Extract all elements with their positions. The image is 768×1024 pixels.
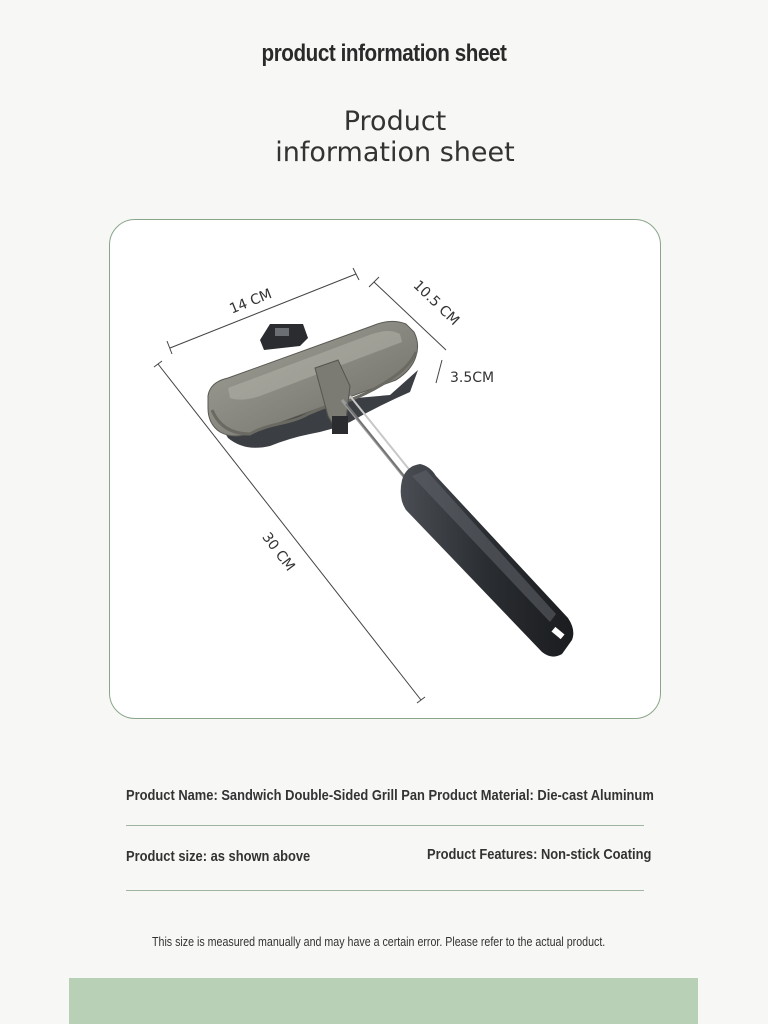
spec-size: Product size: as shown above [126, 848, 311, 865]
measurement-note: This size is measured manually and may have a certain error. Please refer to the actual product. [152, 934, 606, 949]
product-illustration [110, 220, 660, 718]
divider [126, 825, 644, 826]
page-title: product information sheet [261, 40, 507, 67]
spec-features: Product Features: Non-stick Coating [427, 846, 652, 863]
depth-label: 10.5 CM [409, 277, 463, 329]
section-heading [0, 106, 768, 168]
section-heading-line-1: Product [343, 106, 447, 137]
footer-band [69, 978, 698, 1024]
divider [126, 890, 644, 891]
handle-grip [401, 464, 574, 657]
hinge-clip [260, 324, 308, 350]
length-label: 30 CM [258, 529, 298, 575]
handle-grip-highlight [412, 470, 556, 622]
width-label: 14 CM [227, 286, 275, 318]
dimension-line-height [436, 360, 442, 383]
height-label: 3.5CM [450, 370, 495, 386]
spec-name-material: Product Name: Sandwich Double-Sided Grill Pan Product Material: Die-cast Aluminum [126, 787, 654, 804]
product-image-frame [109, 219, 661, 719]
handle-hinge-cap [332, 416, 348, 434]
section-heading-line-2: information sheet [275, 137, 515, 168]
